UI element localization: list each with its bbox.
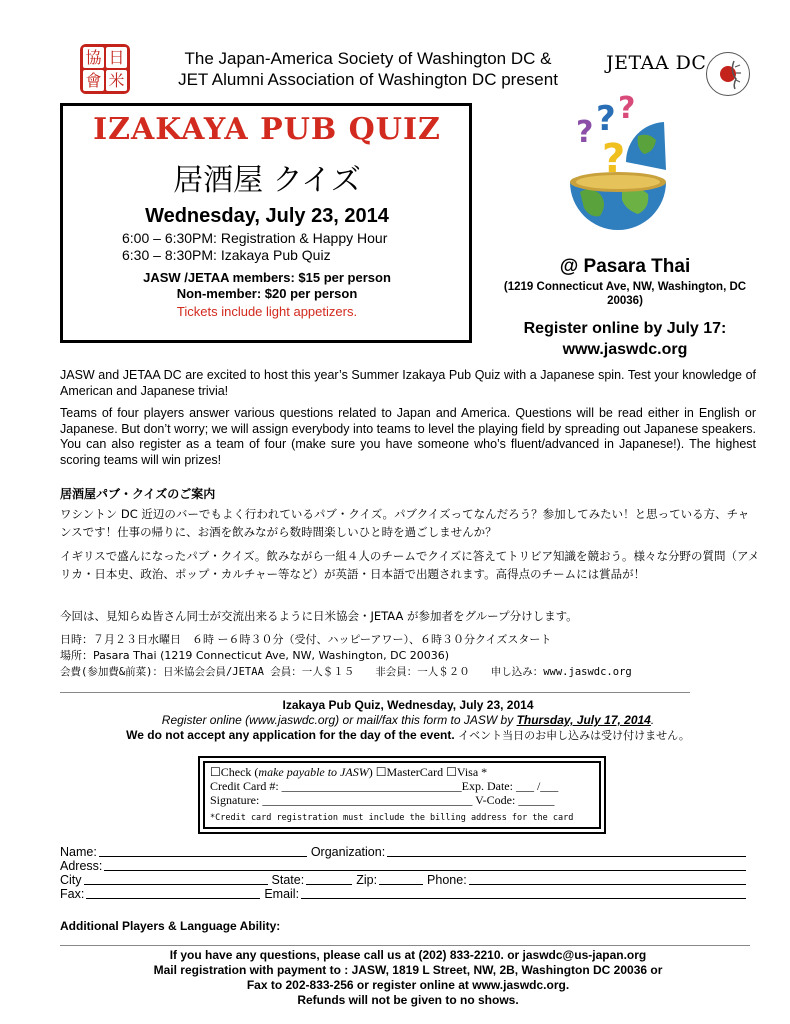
- footer-refunds: Refunds will not be given to no shows.: [297, 993, 519, 1007]
- jetaa-circle-logo-icon: [706, 52, 750, 96]
- city-field[interactable]: [84, 873, 268, 885]
- svg-text:?: ?: [576, 115, 594, 150]
- organization-field[interactable]: [387, 845, 746, 857]
- phone-label: Phone:: [427, 873, 467, 887]
- jasw-seal-icon: [80, 44, 130, 94]
- price-nonmember: Non-member: $20 per person: [176, 286, 358, 301]
- presenters-header: [150, 48, 586, 90]
- contact-fields: [60, 845, 750, 901]
- fax-label: Fax:: [60, 887, 85, 901]
- presenters-line1: The Japan-America Society of Washington DC &: [184, 49, 552, 68]
- form-title: Izakaya Pub Quiz, Wednesday, July 23, 2014: [282, 698, 534, 712]
- footer-questions: If you have any questions, please call us at (202) 833-2210. or jaswdc@us-japan.org: [169, 948, 647, 962]
- signature-line[interactable]: Signature: ___________________________________ V-Code: ______: [210, 793, 555, 807]
- row-address: [60, 859, 750, 873]
- event-title-en: IZAKAYA PUB QUIZ: [93, 112, 441, 147]
- form-instructions: [60, 713, 756, 728]
- no-day-of-en: We do not accept any application for the day of the event.: [126, 728, 455, 742]
- check-option[interactable]: ☐Check (: [210, 765, 259, 779]
- seal-char: 會: [83, 70, 104, 91]
- schedule-line: 6:00 – 6:30PM: Registration & Happy Hour: [122, 230, 388, 246]
- state-field[interactable]: [306, 873, 352, 885]
- jp-info-fee: 会費(参加費&前菜)：日米協会会員/JETAA 会員：一人＄１５ 非会員：一人＄２０ 申し込み：www.jaswdc.org: [60, 666, 632, 678]
- form-heading: [60, 698, 756, 743]
- payment-method-options[interactable]: [210, 765, 590, 779]
- form-deadline: Thursday, July 17, 2014: [516, 713, 651, 727]
- form-instructions-end: .: [650, 713, 655, 727]
- seal-char: 米: [106, 70, 127, 91]
- event-schedule: [122, 230, 387, 264]
- question-globe-icon: [566, 92, 670, 242]
- schedule-line: 6:30 – 8:30PM: Izakaya Pub Quiz: [122, 247, 331, 263]
- jetaa-logo-text: JETAA DC: [606, 52, 707, 74]
- zip-label: Zip:: [356, 873, 378, 887]
- fax-field[interactable]: [86, 887, 260, 899]
- email-label: Email:: [264, 887, 300, 901]
- footer-fax: Fax to 202-833-256 or register online at www.jaswdc.org.: [246, 978, 570, 992]
- register-callout: [490, 318, 760, 360]
- phone-field[interactable]: [469, 873, 746, 885]
- svg-text:?: ?: [618, 92, 636, 126]
- seal-char: 協: [83, 47, 104, 68]
- footer-mail: Mail registration with payment to : JASW, 1819 L Street, NW, 2B, Washington DC 20036 or: [153, 963, 663, 977]
- svg-text:?: ?: [602, 136, 626, 182]
- tickets-note: Tickets include light appetizers.: [176, 304, 358, 319]
- event-date: Wednesday, July 23, 2014: [145, 205, 389, 227]
- form-no-day-of: [60, 728, 756, 743]
- register-url[interactable]: www.jaswdc.org: [562, 341, 688, 358]
- register-deadline: Register online by July 17:: [523, 320, 727, 337]
- jp-paragraph-3: 今回は、見知らぬ皆さん同士が交流出来るように日米協会・JETAA が参加者をグループ分けします。: [60, 609, 578, 623]
- additional-players-label: Additional Players & Language Ability:: [60, 919, 281, 933]
- presenters-line2: JET Alumni Association of Washington DC present: [178, 70, 558, 89]
- form-instructions-text: Register online (www.jaswdc.org) or mail/fax this form to JASW by: [161, 713, 517, 727]
- state-label: State:: [271, 873, 305, 887]
- row-city: [60, 873, 750, 887]
- email-field[interactable]: [301, 887, 746, 899]
- credit-card-line[interactable]: Credit Card #: ______________________________Exp. Date: ___ /___: [210, 779, 559, 793]
- address-label: Adress:: [60, 859, 103, 873]
- name-label: Name:: [60, 845, 97, 859]
- jp-info-place: 場所：Pasara Thai (1219 Connecticut Ave, NW, Washington, DC 20036): [60, 649, 450, 662]
- row-fax-email: [60, 887, 750, 901]
- no-day-of-jp: イベント当日のお申し込みは受け付けません。: [454, 729, 690, 742]
- intro-paragraph: JASW and JETAA DC are excited to host this year’s Summer Izakaya Pub Quiz with a Japanese spin. Test your knowledge of American and Japanese trivia!: [60, 368, 756, 398]
- rules-paragraph: Teams of four players answer various questions related to Japan and America. Questions will be read either in English or Japanese. But don’t worry; we will assign everybody into teams to level the playing field by spreading out Japanese speakers. You can also register as a team of four (make sure you have someone who’s fluent/advanced in Japanese!). The highest scoring teams will win prizes!: [60, 406, 756, 467]
- card-options[interactable]: ) ☐MasterCard ☐Visa *: [368, 765, 488, 779]
- jp-heading: 居酒屋パブ・クイズのご案内: [60, 487, 216, 501]
- jp-paragraph-2: イギリスで盛んになったパブ・クイズ。飲みながら一組４人のチームでクイズに答えてトリビア知識を競おう。様々な分野の質問（アメリカ・日本史、政治、ポップ・カルチャー等など）が英語・日本語で出題されます。高得点のチームには賞品が！: [60, 549, 760, 581]
- event-title-jp: 居酒屋 クイズ: [173, 163, 361, 198]
- city-label: City: [60, 873, 82, 887]
- venue-address: (1219 Connecticut Ave, NW, Washington, DC 20036): [503, 281, 747, 307]
- cut-line: [60, 692, 690, 693]
- svg-text:?: ?: [596, 99, 616, 139]
- footer-contact: [60, 948, 756, 1008]
- zip-field[interactable]: [379, 873, 423, 885]
- price-member: JASW /JETAA members: $15 per person: [143, 270, 391, 285]
- pricing: [64, 270, 470, 302]
- payment-fields: [210, 765, 590, 807]
- venue-name: @ Pasara Thai: [559, 256, 691, 277]
- check-payable-note: make payable to JASW: [258, 765, 369, 779]
- row-name-org: [60, 845, 750, 859]
- footer-rule: [60, 945, 750, 946]
- jp-paragraph-1: ワシントン DC 近辺のバーでもよく行われているパブ・クイズ。パブクイズってなんだろう？参加してみたい！と思っている方、チャンスです！仕事の帰りに、お酒を飲みながら数時間楽しいひと時を過ごしませんか？: [60, 507, 750, 539]
- jp-event-info: [60, 632, 760, 680]
- billing-note: *Credit card registration must include the billing address for the card: [210, 813, 574, 823]
- jp-info-datetime: 日時：７月２３日水曜日 ６時 ー６時３０分（受付、ハッピーアワー）、６時３０分クイズスタート: [60, 633, 552, 646]
- organization-label: Organization:: [310, 845, 386, 859]
- name-field[interactable]: [99, 845, 307, 857]
- address-field[interactable]: [104, 859, 746, 871]
- seal-char: 日: [106, 47, 127, 68]
